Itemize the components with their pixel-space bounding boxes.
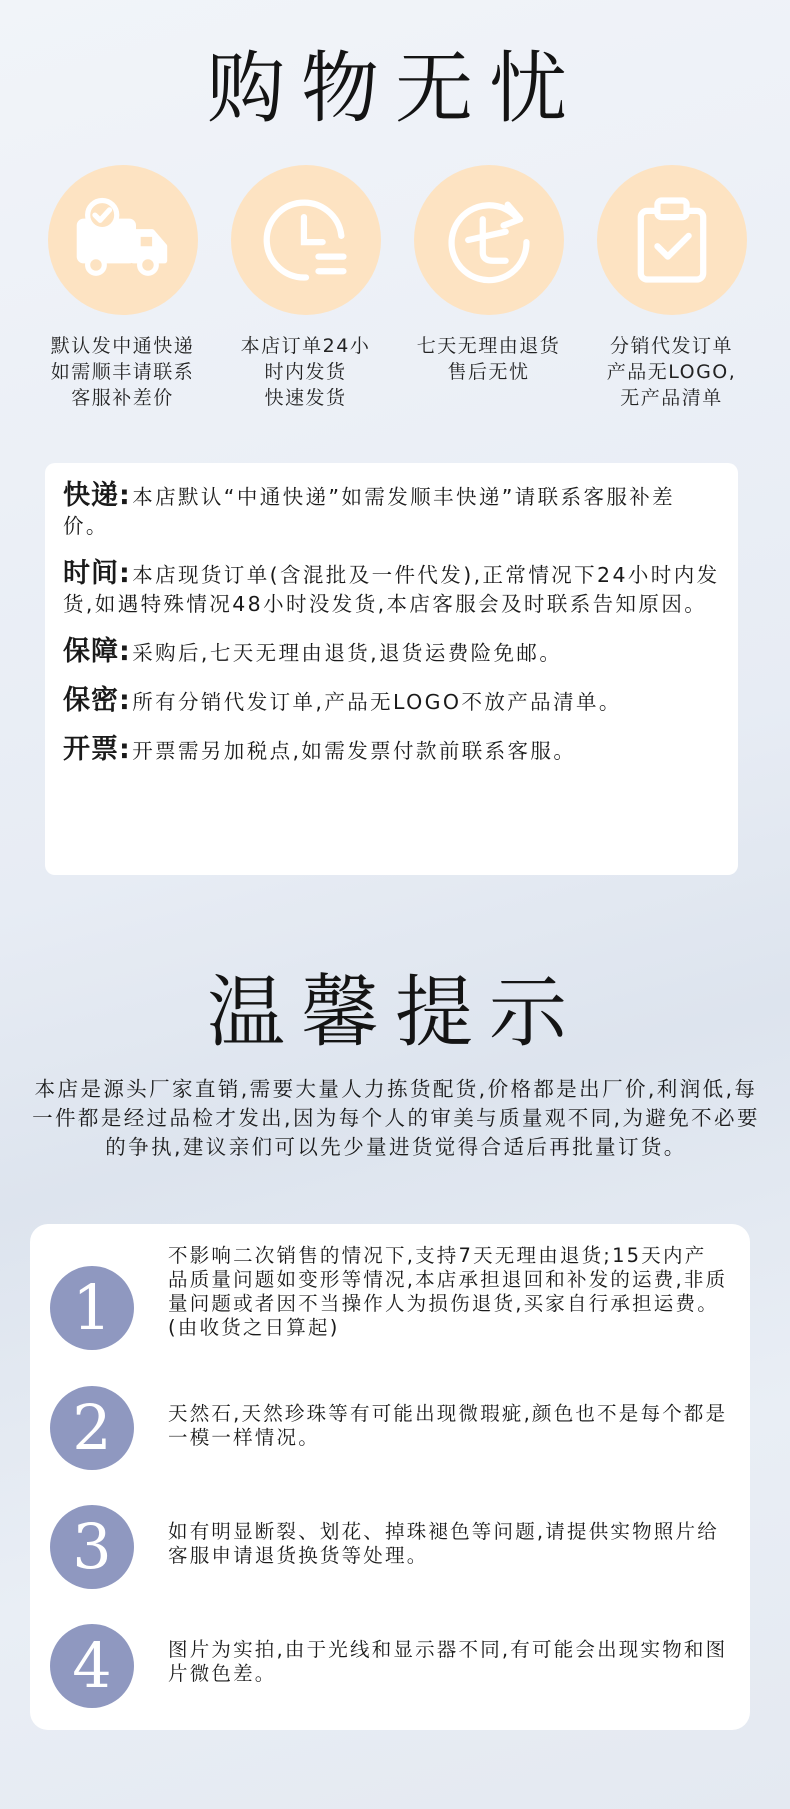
policy-time: 时间:本店现货订单(含混批及一件代发),正常情况下24小时内发货,如遇特殊情况48小时没发货,本店客服会及时联系告知原因。 <box>63 558 720 616</box>
policy-invoice: 开票:开票需另加税点,如需发票付款前联系客服。 <box>63 734 577 765</box>
seven-day-return-icon <box>414 165 564 315</box>
tips-card: 1 不影响二次销售的情况下,支持7天无理由退货;15天内产品质量问题如变形等情况,本店承担退回和补发的运费,非质量问题或者因不当操作人为损伤退货,买家自行承担运费。(由收货之日算起) 2 天然石,天然珍珠等有可能出现微瑕疵,颜色也不是每个都是一模一样情况。 3 如有明显断裂、划花、掉珠褪色等问题,请提供实物照片给客服申请退货换货等处理。 4 图片为实拍,由于光线和显示器不同,有可能会出现实物和图片微色差。 <box>30 1224 750 1730</box>
clipboard-check-icon <box>597 165 747 315</box>
feature-icons <box>30 165 770 409</box>
notice-intro: 本店是源头厂家直销,需要大量人力拣货配货,价格都是出厂价,利润低,每一件都是经过品检才发出,因为每个人的审美与质量观不同,为避免不必要的争执,建议亲们可以先少量进货觉得合适后再批量订货。 <box>32 1077 760 1159</box>
policy-card <box>45 463 738 875</box>
notice-title: 温馨提示 <box>206 968 583 1058</box>
page-title: 购物无忧 <box>206 44 583 134</box>
number-badge: 1 <box>50 1266 134 1350</box>
number-badge: 4 <box>50 1624 134 1708</box>
feature-24h: 本店订单24小 时内发货 快速发货 <box>213 165 398 411</box>
number-badge: 2 <box>50 1386 134 1470</box>
policy-guarantee: 保障:采购后,七天无理由退货,退货运费险免邮。 <box>63 636 563 667</box>
policy-shipping: 快递:本店默认“中通快递”如需发顺丰快递”请联系客服补差价。 <box>63 480 676 538</box>
feature-return: 七天无理由退货 售后无忧 <box>396 165 581 385</box>
feature-dropship: 分销代发订单 产品无LOGO, 无产品清单 <box>579 165 764 411</box>
policy-privacy: 保密:所有分销代发订单,产品无LOGO不放产品清单。 <box>63 685 622 716</box>
feature-shipping: 默认发中通快递 如需顺丰请联系 客服补差价 <box>30 165 215 411</box>
number-badge: 3 <box>50 1505 134 1589</box>
clock-24h-icon <box>231 165 381 315</box>
delivery-truck-icon <box>48 165 198 315</box>
